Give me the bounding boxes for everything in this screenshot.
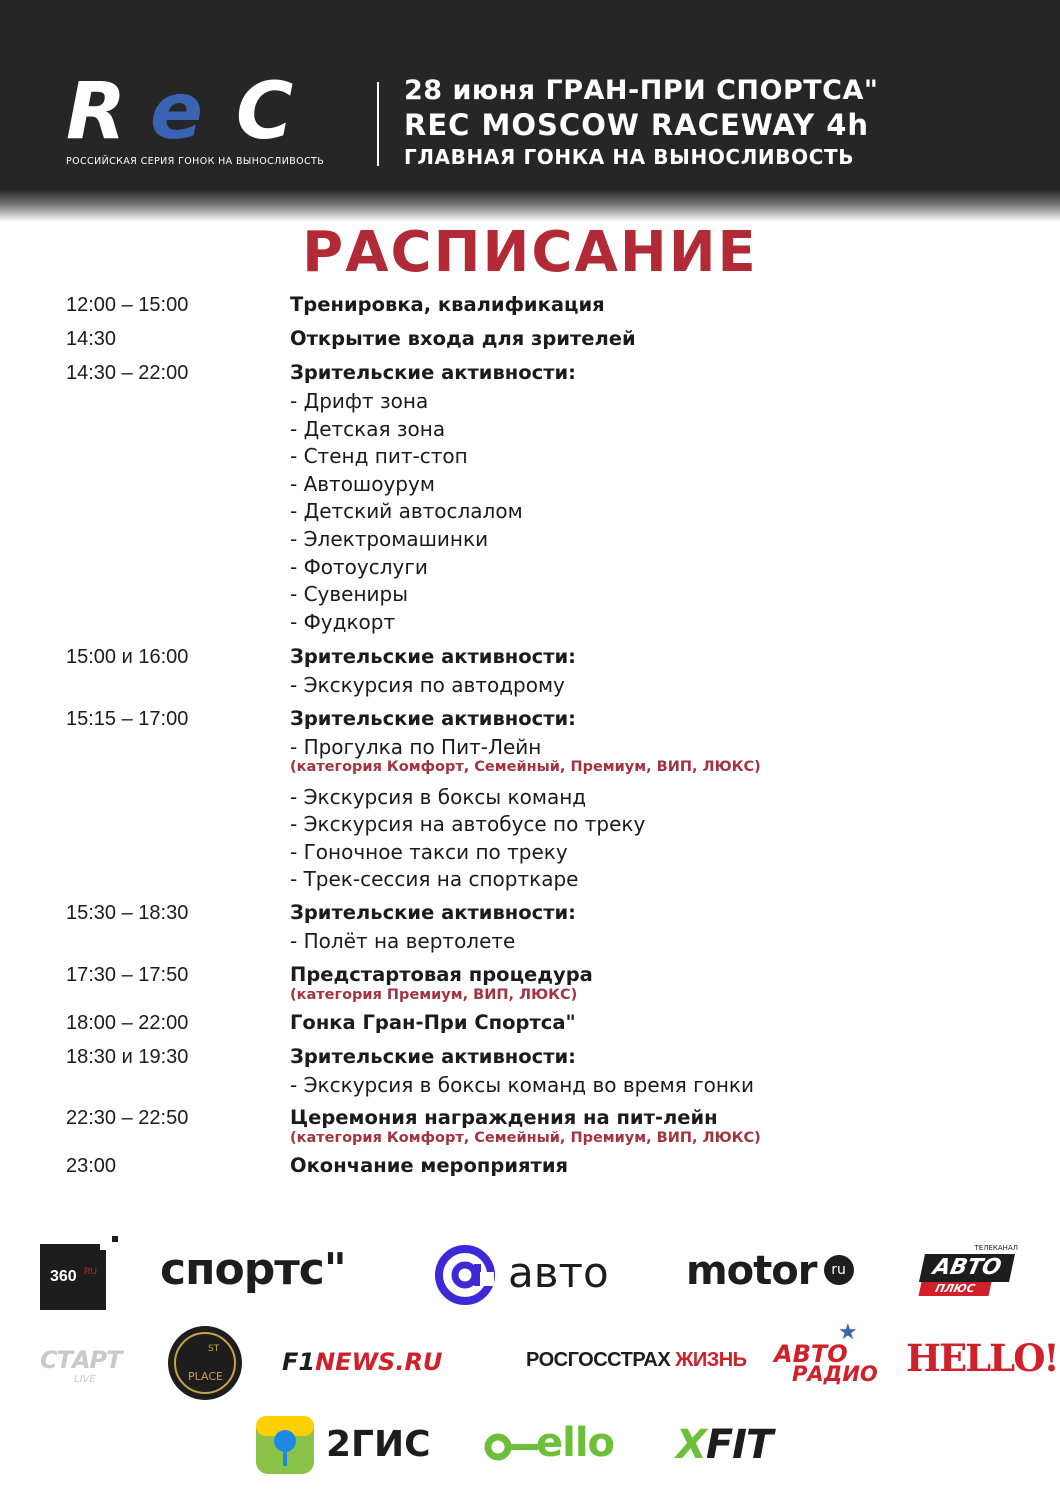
entry-title: Гонка Гран-При Спортса" — [290, 1010, 576, 1034]
event-name: REC MOSCOW RACEWAY 4h — [404, 108, 870, 142]
event-date-title: 28 июня ГРАН-ПРИ СПОРТСА" — [404, 75, 879, 106]
svg-text:R: R — [66, 72, 127, 157]
activity-item: - Автошоурум — [290, 471, 435, 496]
event-subtitle: ГЛАВНАЯ ГОНКА НА ВЫНОСЛИВОСТЬ — [404, 145, 855, 169]
schedule-entry — [66, 1151, 1006, 1181]
entry-time: 17:30 – 17:50 — [66, 963, 189, 986]
entry-title: Зрительские активности: — [290, 900, 576, 924]
logo-avtoplus — [916, 1244, 1020, 1308]
entry-content — [290, 324, 1006, 354]
activity-item: - Стенд пит-стоп — [290, 444, 468, 469]
sponsor-logos — [0, 1228, 1060, 1500]
activity-item: - Фудкорт — [290, 609, 396, 634]
schedule-entry — [66, 642, 1006, 700]
activity-item: - Гоночное такси по треку — [290, 839, 568, 864]
logo-avtoradio-b: РАДИО — [792, 1362, 878, 1386]
entry-title: Открытие входа для зрителей — [290, 327, 636, 350]
entry-content — [290, 1042, 1006, 1100]
svg-text:e: e — [150, 72, 203, 157]
logo-360-corner-mask — [100, 1244, 106, 1250]
logo-rosgosstrakh-b: ЖИЗНЬ — [675, 1349, 747, 1371]
entry-category-note: (категория Премиум, ВИП, ЛЮКС) — [290, 986, 578, 1003]
activity-category-note: (категория Комфорт, Семейный, Премиум, ВИП, ЛЮКС) — [290, 758, 761, 775]
header-banner — [0, 0, 1060, 222]
logo-rosgosstrakh — [526, 1349, 747, 1372]
entry-title: Зрительские активности: — [290, 706, 576, 730]
schedule-entry — [66, 358, 1006, 636]
activity-item: - Прогулка по Пит-Лейн — [290, 734, 542, 759]
activity-item: - Экскурсия по автодрому — [290, 673, 565, 698]
entry-time: 14:30 – 22:00 — [66, 362, 189, 384]
entry-time: 12:00 – 15:00 — [66, 294, 189, 316]
entry-content — [290, 898, 1006, 956]
entry-content — [290, 642, 1006, 700]
schedule-entry — [66, 1103, 1006, 1147]
activity-item: - Детская зона — [290, 416, 446, 441]
logo-otello-text: ello — [536, 1420, 615, 1466]
otello-icon — [484, 1432, 538, 1462]
logo-first-place-st: ST — [208, 1344, 220, 1354]
entry-time: 18:30 и 19:30 — [66, 1045, 189, 1068]
logo-360 — [40, 1244, 106, 1310]
logo-2gis-text: 2ГИС — [326, 1424, 431, 1465]
logo-xfit-fit: FIT — [705, 1422, 773, 1468]
rec-tagline: РОССИЙСКАЯ СЕРИЯ ГОНОК НА ВЫНОСЛИВОСТЬ — [66, 156, 325, 167]
logo-first-place-ring — [174, 1332, 236, 1394]
star-icon: ★ — [838, 1320, 858, 1345]
logo-mail-auto-text: авто — [508, 1248, 609, 1297]
logo-first-place-text: PLACE — [188, 1370, 223, 1383]
activity-item: - Экскурсия в боксы команд во время гонки — [290, 1072, 755, 1097]
schedule-entry — [66, 1008, 1006, 1038]
entry-title: Предстартовая процедура — [290, 962, 593, 986]
entry-content — [290, 358, 1006, 636]
schedule-entry — [66, 898, 1006, 956]
logo-xfit — [676, 1422, 772, 1468]
logo-360-corner — [112, 1236, 118, 1242]
entry-time: 18:00 – 22:00 — [66, 1011, 189, 1034]
logo-avtoplus-top: ТЕЛЕКАНАЛ — [974, 1244, 1018, 1252]
rec-logo — [66, 72, 356, 162]
logo-hello: HELLO! — [906, 1336, 1058, 1380]
entry-time: 23:00 — [66, 1155, 117, 1178]
page-title: РАСПИСАНИЕ — [302, 220, 758, 285]
header-divider — [377, 82, 379, 166]
svg-text:C: C — [236, 72, 294, 157]
logo-motor-badge: ru — [824, 1255, 854, 1285]
entry-title: Тренировка, квалификация — [290, 293, 605, 316]
event-info — [404, 74, 878, 172]
entry-title: Окончание мероприятия — [290, 1154, 568, 1178]
entry-time: 15:30 – 18:30 — [66, 901, 189, 924]
entry-content — [290, 290, 1006, 320]
at-sign-icon — [432, 1242, 498, 1308]
logo-rosgosstrakh-a: РОСГОССТРАХ — [526, 1349, 671, 1371]
entry-content — [290, 704, 1006, 894]
logo-avtoradio — [774, 1320, 878, 1388]
entry-time: 22:30 – 22:50 — [66, 1107, 189, 1130]
entry-content — [290, 1151, 1006, 1181]
logo-start-live — [40, 1344, 130, 1388]
entry-time: 15:00 и 16:00 — [66, 646, 189, 669]
logo-f1news-f1: F1 — [282, 1348, 316, 1376]
activity-item: - Фотоуслуги — [290, 554, 428, 579]
logo-motor-text: motor — [686, 1248, 817, 1294]
2gis-icon — [256, 1416, 314, 1474]
activity-item: - Экскурсия в боксы команд — [290, 784, 587, 809]
logo-first-place — [168, 1326, 242, 1400]
entry-category-note: (категория Комфорт, Семейный, Премиум, ВИП, ЛЮКС) — [290, 1130, 761, 1147]
entry-time: 14:30 — [66, 328, 117, 350]
activity-item: - Трек-сессия на спорткаре — [290, 867, 579, 892]
logo-avtoplus-main: АВТО — [919, 1254, 1015, 1282]
schedule-entry — [66, 1042, 1006, 1100]
activity-item: - Экскурсия на автобусе по треку — [290, 812, 646, 837]
logo-start-text: СТАРТ — [40, 1346, 122, 1374]
logo-f1news — [282, 1348, 442, 1376]
logo-avtoradio-a: АВТО — [774, 1340, 848, 1368]
entry-title: Зрительские активности: — [290, 361, 576, 384]
logo-sports: спортс" — [160, 1244, 346, 1295]
schedule-entry — [66, 290, 1006, 320]
entry-title: Зрительские активности: — [290, 645, 576, 669]
logo-start-sub: LIVE — [74, 1374, 96, 1385]
activity-item: - Сувениры — [290, 582, 409, 607]
entry-content — [290, 960, 1006, 1004]
schedule-entry — [66, 324, 1006, 354]
entry-content — [290, 1103, 1006, 1147]
activity-item: - Детский автослалом — [290, 499, 523, 524]
entry-title: Церемония награждения на пит-лейн — [290, 1106, 718, 1130]
entry-time: 15:15 – 17:00 — [66, 707, 189, 730]
logo-360-sup: RU — [84, 1266, 97, 1276]
activity-item: - Дрифт зона — [290, 389, 429, 413]
activity-item: - Электромашинки — [290, 526, 489, 551]
logo-motor — [686, 1248, 854, 1294]
logo-avtoplus-sub: ПЛЮС — [919, 1282, 992, 1296]
entry-content — [290, 1008, 1006, 1038]
activity-item: - Полёт на вертолете — [290, 928, 516, 953]
logo-360-text: 360 — [50, 1268, 77, 1285]
logo-xfit-x: X — [676, 1422, 706, 1468]
logo-f1news-news: NEWS.RU — [315, 1348, 443, 1376]
schedule-entry — [66, 960, 1006, 1004]
schedule-list — [66, 290, 1006, 1185]
schedule-entry — [66, 704, 1006, 894]
entry-title: Зрительские активности: — [290, 1044, 576, 1068]
